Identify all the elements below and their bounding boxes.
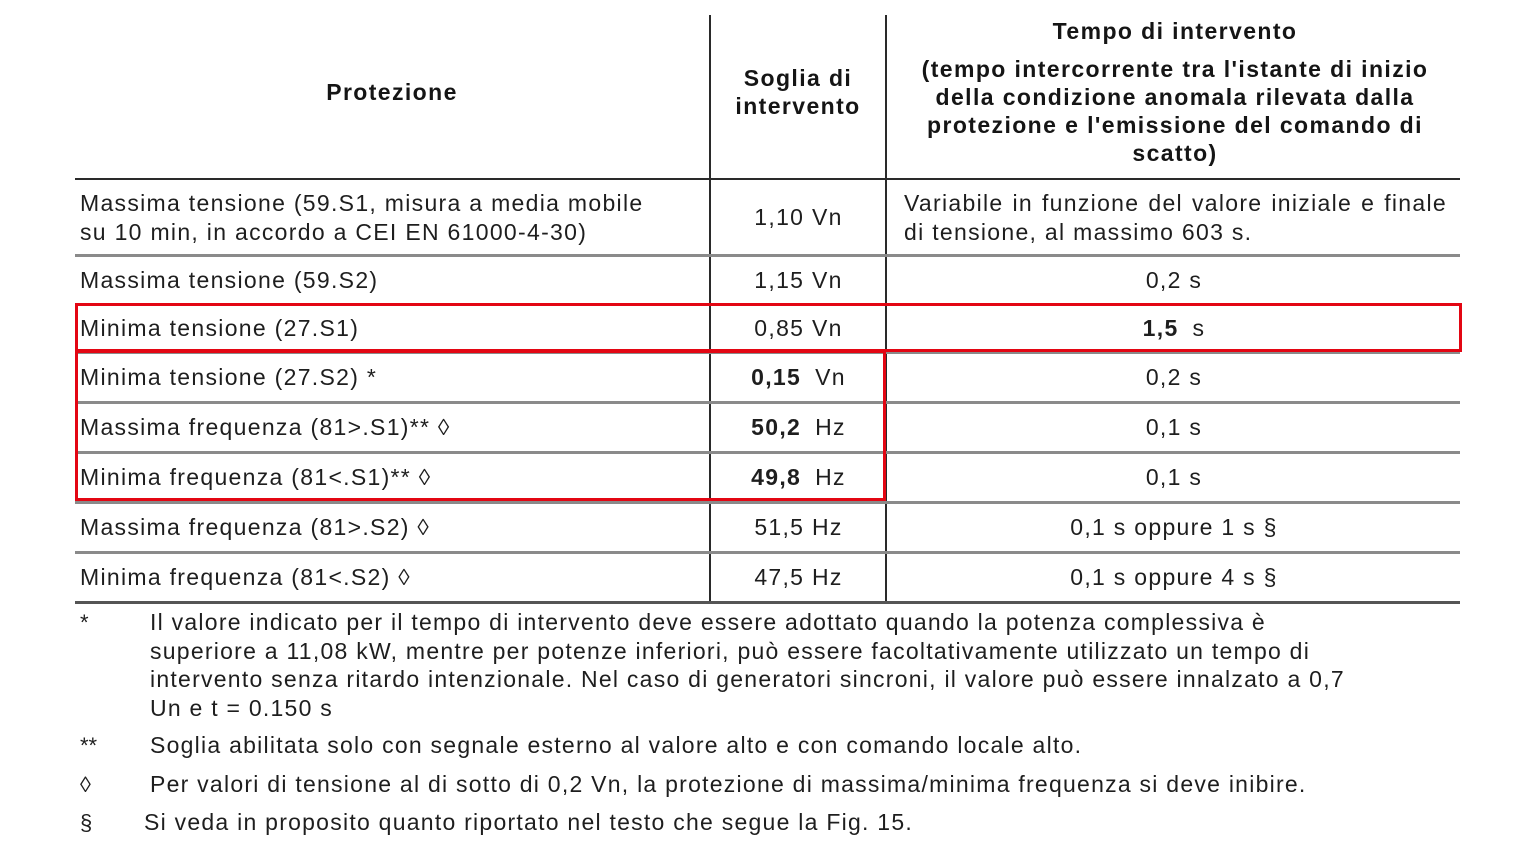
header-protezione: Protezione [326, 79, 458, 105]
row-soglia-value: 50,2 [751, 414, 802, 440]
row-rule [75, 551, 1460, 554]
row-tempo: 0,1 s oppure 1 s § [1070, 514, 1278, 540]
footnote-symbol: ** [80, 733, 98, 758]
header-tempo-title: Tempo di intervento [1052, 18, 1298, 44]
footnote-text [150, 608, 1450, 722]
header-tempo-sub-line: della condizione anomala rilevata dalla [935, 84, 1415, 110]
row-soglia-value: 49,8 [751, 464, 802, 490]
header-soglia [711, 64, 885, 120]
header-soglia-line2: intervento [735, 93, 861, 119]
row-soglia: 1,15 Vn [754, 267, 843, 293]
row-tempo-unit: s [1192, 315, 1206, 341]
row-tempo: 0,2 s [1145, 267, 1203, 293]
row-tempo: 0,1 s oppure 4 s § [1070, 564, 1278, 590]
row-soglia-unit: Hz [815, 414, 846, 440]
row-rule [75, 254, 1460, 257]
row-soglia-unit: Vn [815, 364, 846, 390]
row-soglia: 1,10 Vn [754, 204, 843, 230]
footnote-text: Si veda in proposito quanto riportato nel testo che segue la Fig. 15. [144, 809, 914, 835]
row-protezione: Minima tensione (27.S2) * [80, 364, 378, 390]
footnote-line: superiore a 11,08 kW, mentre per potenze inferiori, può essere facoltativamente utilizzato un tempo di [150, 637, 1311, 664]
header-tempo [887, 17, 1463, 167]
footnote-symbol: § [80, 810, 93, 835]
table-bottom-rule [75, 601, 1460, 604]
row-tempo-value: 1,5 [1142, 315, 1179, 341]
row-protezione: Massima tensione (59.S2) [80, 267, 379, 293]
footnote-line: intervento senza ritardo intenzionale. Nel caso di generatori sincroni, il valore può essere innalzato a 0,7 [150, 666, 1345, 692]
row-protezione: Minima frequenza (81<.S2) ◊ [80, 564, 411, 590]
row-protezione: Massima frequenza (81>.S2) ◊ [80, 514, 431, 540]
row-tempo: 0,1 s [1145, 414, 1203, 440]
row-tempo: Variabile in funzione del valore iniziale e finale di tensione, al massimo 603 s. [904, 190, 1447, 245]
row-soglia: 51,5 Hz [754, 514, 843, 540]
row-soglia: 47,5 Hz [754, 564, 843, 590]
highlight-box-row-27s1 [75, 303, 1462, 352]
header-tempo-sub-line: (tempo intercorrente tra l'istante di inizio [921, 56, 1429, 82]
footnote-text: Per valori di tensione al di sotto di 0,2 Vn, la protezione di massima/minima frequenza si deve inibire. [150, 771, 1307, 797]
row-soglia-value: 0,15 [751, 364, 802, 390]
row-protezione [80, 189, 705, 247]
footnote-line: Il valore indicato per il tempo di intervento deve essere adottato quando la potenza complessiva è [150, 609, 1266, 635]
header-tempo-sub-line: scatto) [1132, 140, 1218, 166]
row-rule [75, 501, 1460, 504]
row-soglia-unit: Hz [815, 464, 846, 490]
row-protezione: Massima frequenza (81>.S1)** ◊ [80, 414, 451, 440]
row-soglia: 0,85 Vn [754, 315, 843, 341]
footnote-symbol: ◊ [80, 772, 91, 797]
footnote-text: Soglia abilitata solo con segnale esterno al valore alto e con comando locale alto. [150, 732, 1083, 758]
row-tempo: 0,2 s [1145, 364, 1203, 390]
footnote-line: Un e t = 0.150 s [150, 694, 334, 721]
row-protezione: Minima frequenza (81<.S1)** ◊ [80, 464, 432, 490]
footnote-symbol: * [80, 610, 89, 635]
row-protezione: Minima tensione (27.S1) [80, 315, 360, 341]
header-rule [75, 178, 1460, 180]
row-protezione-line2: su 10 min, in accordo a CEI EN 61000-4-30) [80, 219, 588, 245]
highlight-box-thresholds [75, 350, 886, 501]
row-protezione-line1: Massima tensione (59.S1, misura a media mobile [80, 190, 644, 216]
row-tempo: 0,1 s [1145, 464, 1203, 490]
header-soglia-line1: Soglia di [743, 65, 853, 91]
header-tempo-sub-line: protezione e l'emissione del comando di [927, 112, 1423, 138]
